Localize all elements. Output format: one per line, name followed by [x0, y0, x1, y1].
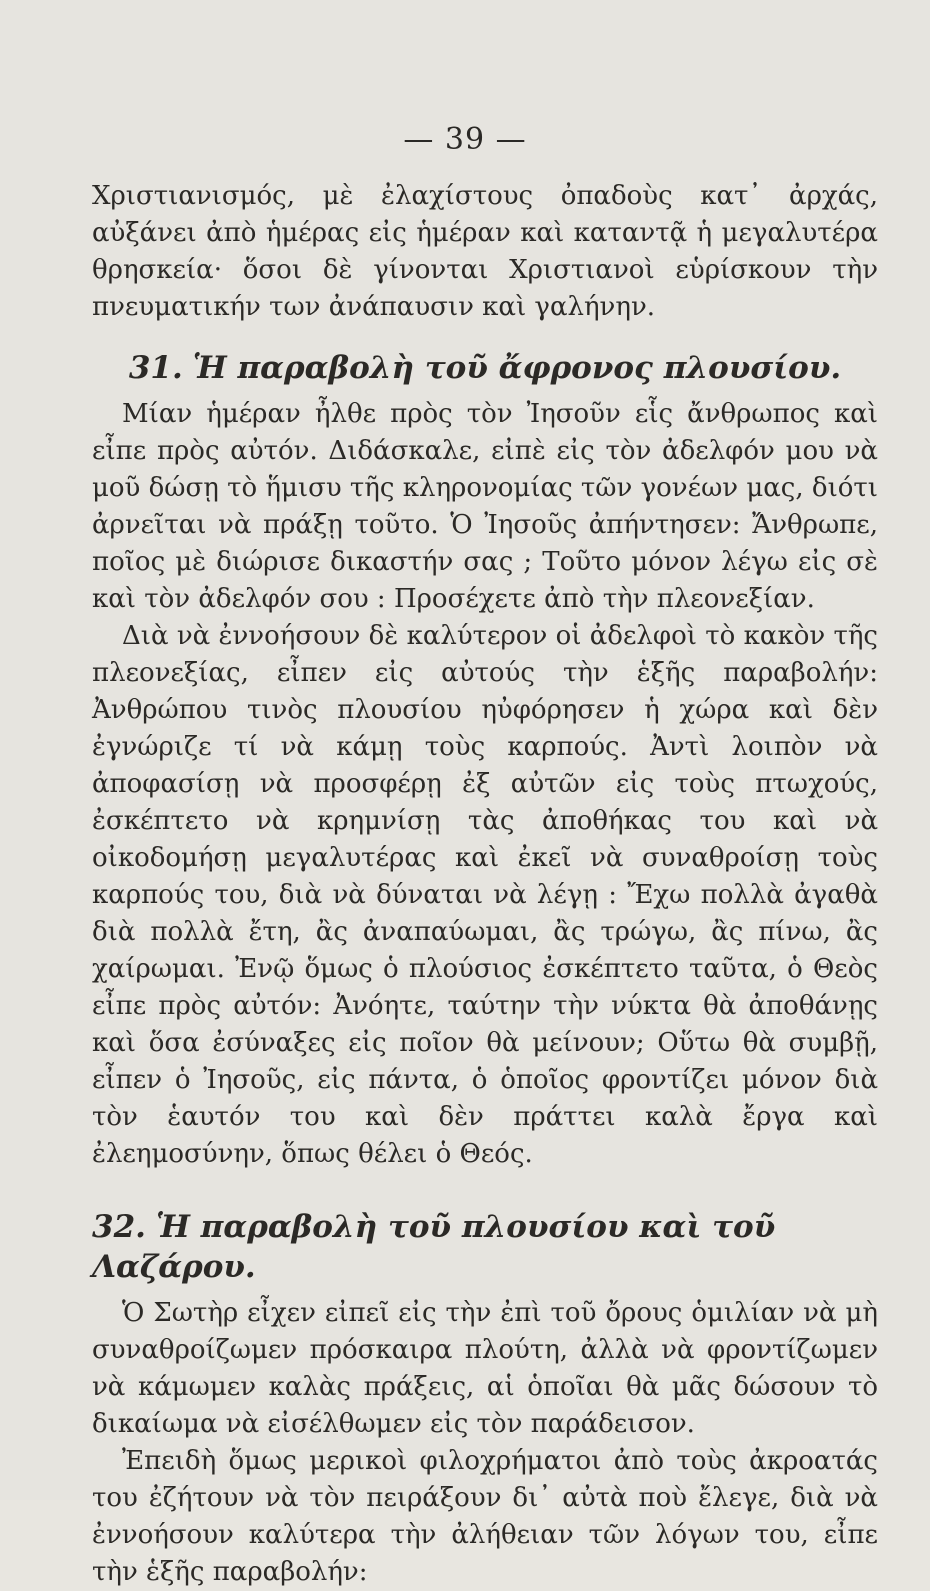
section-31-paragraph-1: Μίαν ἡμέραν ἦλθε πρὸς τὸν Ἰησοῦν εἷς ἄνθρωπος καὶ εἶπε πρὸς αὐτόν. Διδάσκαλε, εἰπὲ εἰς τὸν ἀδελφόν μου νὰ μοῦ δώσῃ τὸ ἥμισυ τῆς κληρονομίας τῶν γονέων μας, διότι ἀρνεῖται νὰ πράξῃ τοῦτο. Ὁ Ἰησοῦς ἀπήντησεν: Ἄνθρωπε, ποῖος μὲ διώρισε δικαστήν σας ; Τοῦτο μόνον λέγω εἰς σὲ καὶ τὸν ἀδελφόν σου : Προσέχετε ἀπὸ τὴν πλεονεξίαν. — [92, 399, 878, 614]
section-31-number: 31. — [128, 350, 183, 386]
section-31-heading — [92, 348, 878, 388]
section-32-paragraph-2: Ἐπειδὴ ὅμως μερικοὶ φιλοχρήματοι ἀπὸ τοὺς ἀκροατάς του ἐζήτουν νὰ τὸν πειράξουν δι᾽ αὐτὰ ποὺ ἔλεγε, διὰ νὰ ἐννοήσουν καλύτερα τὴν ἀλήθειαν τῶν λόγων του, εἶπε τὴν ἑξῆς παραβολήν: — [92, 1446, 878, 1587]
page-number: — 39 — — [403, 122, 527, 157]
section-32-title: Ἡ παραβολὴ τοῦ πλουσίου καὶ τοῦ Λαζάρου. — [92, 1209, 776, 1285]
page-body — [92, 178, 878, 1591]
section-31-title: Ἡ παραβολὴ τοῦ ἄφρονος πλουσίου. — [192, 350, 842, 386]
section-32-number: 32. — [92, 1209, 146, 1245]
section-32-paragraph-1: Ὁ Σωτὴρ εἶχεν εἰπεῖ εἰς τὴν ἐπὶ τοῦ ὄρους ὁμιλίαν νὰ μὴ συναθροίζωμεν πρόσκαιρα πλούτη, ἀλλὰ νὰ φροντίζωμεν νὰ κάμωμεν καλὰς πράξεις, αἱ ὁποῖαι θὰ μᾶς δώσουν τὸ δικαίωμα νὰ εἰσέλθωμεν εἰς τὸν παράδεισον. — [92, 1298, 878, 1439]
paragraph-continued: Χριστιανισμός, μὲ ἐλαχίστους ὀπαδοὺς κατ᾽ ἀρχάς, αὐξάνει ἀπὸ ἡμέρας εἰς ἡμέραν καὶ καταντᾷ ἡ μεγαλυτέρα θρησκεία· ὅσοι δὲ γίνονται Χριστιανοὶ εὑρίσκουν τὴν πνευματικήν των ἀνάπαυσιν καὶ γαλήνην. — [92, 181, 878, 322]
section-31-paragraph-2: Διὰ νὰ ἐννοήσουν δὲ καλύτερον οἱ ἀδελφοὶ τὸ κακὸν τῆς πλεονεξίας, εἶπεν εἰς αὐτούς τὴν ἑξῆς παραβολήν: Ἀνθρώπου τινὸς πλουσίου ηὐφόρησεν ἡ χώρα καὶ δὲν ἐγνώριζε τί νὰ κάμῃ τοὺς καρπούς. Ἀντὶ λοιπὸν νὰ ἀποφασίσῃ νὰ προσφέρῃ ἐξ αὐτῶν εἰς τοὺς πτωχούς, ἐσκέπτετο νὰ κρημνίσῃ τὰς ἀποθήκας του καὶ νὰ οἰκοδομήσῃ μεγαλυτέρας καὶ ἐκεῖ νὰ συναθροίσῃ τοὺς καρπούς του, διὰ νὰ δύναται νὰ λέγῃ : Ἔχω πολλὰ ἀγαθὰ διὰ πολλὰ ἔτη, ἂς ἀναπαύωμαι, ἂς τρώγω, ἂς πίνω, ἂς χαίρωμαι. Ἐνῷ ὅμως ὁ πλούσιος ἐσκέπτετο ταῦτα, ὁ Θεὸς εἶπε πρὸς αὐτόν: Ἀνόητε, ταύτην τὴν νύκτα θὰ ἀποθάνῃς καὶ ὅσα ἐσύναξες εἰς ποῖον θὰ μείνουν; Οὕτω θὰ συμβῇ, εἶπεν ὁ Ἰησοῦς, εἰς πάντα, ὁ ὁποῖος φροντίζει μόνον διὰ τὸν ἑαυτόν του καὶ δὲν πράττει καλὰ ἔργα καὶ ἐλεημοσύνην, ὅπως θέλει ὁ Θεός. — [92, 621, 878, 1169]
section-32-heading — [92, 1207, 878, 1287]
